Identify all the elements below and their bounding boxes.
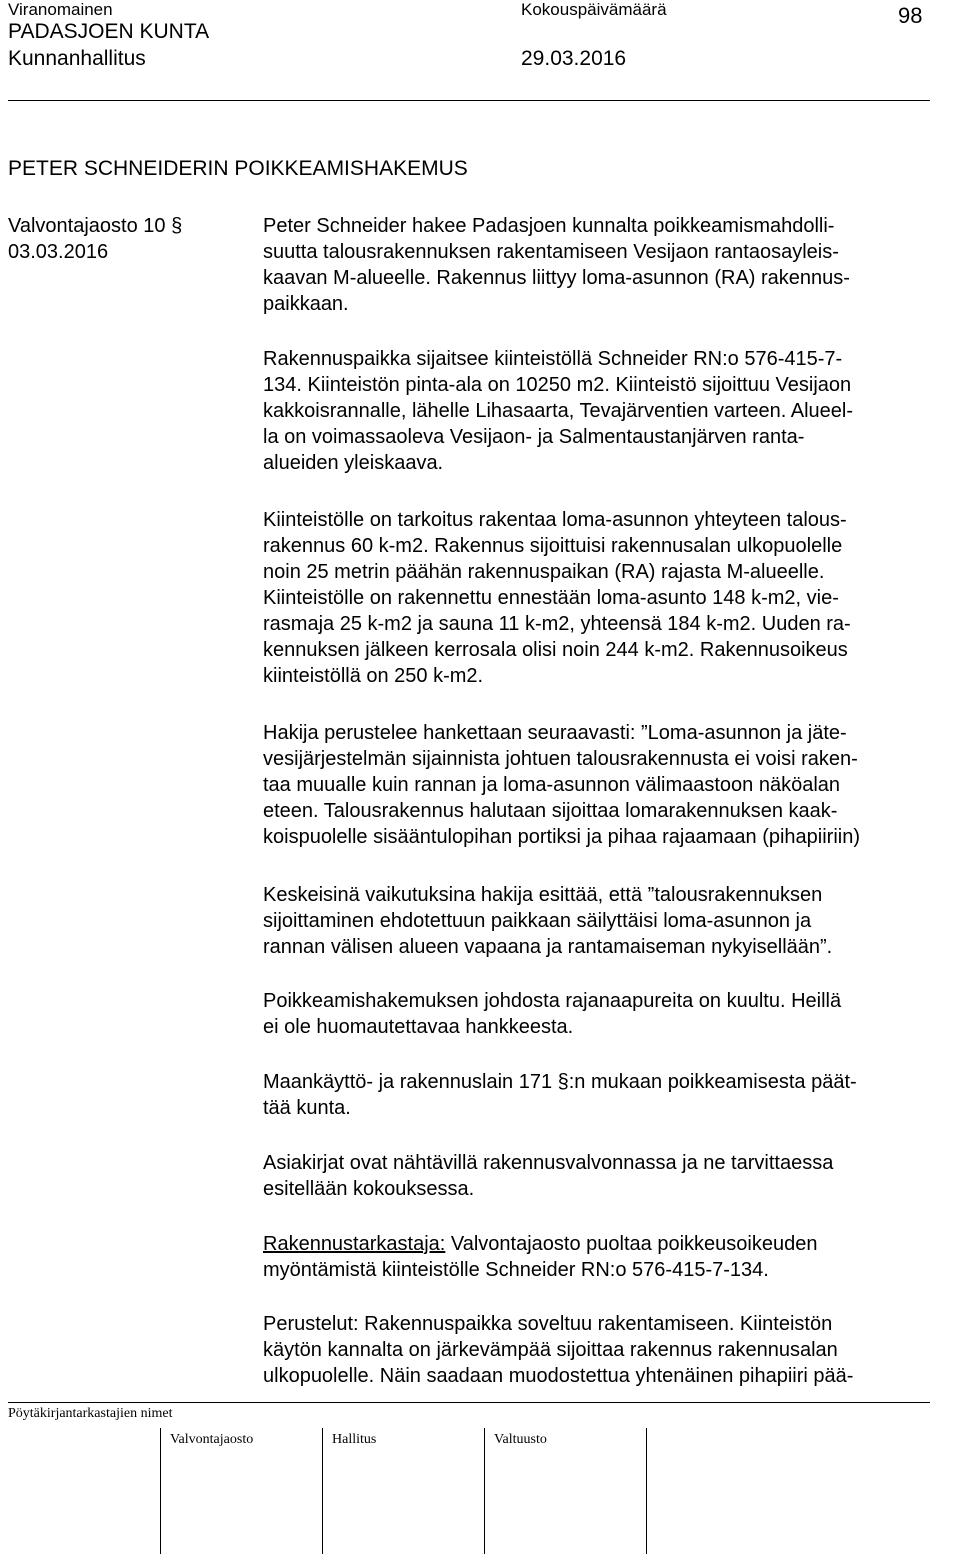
page-number: 98 xyxy=(898,3,923,28)
text-line: kiinteistöllä on 250 k-m2. xyxy=(263,665,484,687)
text-line: ulkopuolelle. Näin saadaan muodostettua yhtenäinen pihapiiri pää- xyxy=(263,1365,854,1387)
text-line: kakkoisrannalle, lähelle Lihasaarta, Tevajärventien varteen. Alueel- xyxy=(263,400,853,422)
text-line xyxy=(263,1231,960,1257)
text-line: myöntämistä kiinteistölle Schneider RN:o 576-415-7-134. xyxy=(263,1259,769,1281)
text-line: Maankäyttö- ja rakennuslain 171 §:n mukaan poikkeamisesta päät- xyxy=(263,1071,857,1093)
paragraph-neighbours xyxy=(263,988,960,1040)
text-line: Rakennuspaikka sijaitsee kiinteistöllä Schneider RN:o 576-415-7- xyxy=(263,348,843,370)
paragraph-applicant-reasons xyxy=(263,720,960,850)
paragraph-inspector-statement xyxy=(263,1231,960,1283)
meeting-date-label: Kokouspäivämäärä xyxy=(521,0,667,19)
committee-reference: Valvontajaosto 10 § xyxy=(8,215,183,237)
text-line: rakennus 60 k-m2. Rakennus sijoittuisi rakennusalan ulkopuolelle xyxy=(263,535,843,557)
text-line: vesijärjestelmän sijainnista johtuen talousrakennusta ei voisi raken- xyxy=(263,748,858,770)
text-line: Perustelut: Rakennuspaikka soveltuu rakentamiseen. Kiinteistön xyxy=(263,1313,833,1335)
text-line: kennuksen jälkeen kerrosala olisi noin 244 k-m2. Rakennusoikeus xyxy=(263,639,848,661)
text-line: rasmaja 25 k-m2 ja sauna 11 k-m2, yhteensä 184 k-m2. Uuden ra- xyxy=(263,613,851,635)
text-line: sijoittaminen ehdotettuun paikkaan säilyttäisi loma-asunnon ja xyxy=(263,910,812,932)
body-name: Kunnanhallitus xyxy=(8,47,146,70)
text-line: koispuolelle sisääntulopihan portiksi ja pihaa rajaamaan (pihapiiriin) xyxy=(263,826,861,848)
paragraph-building-plan xyxy=(263,507,960,689)
text-line: alueiden yleiskaava. xyxy=(263,452,444,474)
footer-reviewers-label: Pöytäkirjantarkastajien nimet xyxy=(8,1406,173,1421)
inspector-text: Valvontajaosto puoltaa poikkeusoikeuden xyxy=(445,1233,818,1255)
footer-column-valvontajaosto: Valvontajaosto xyxy=(170,1432,254,1447)
text-line: taa muualle kuin rannan ja loma-asunnon välimaastoon näköalan xyxy=(263,774,841,796)
meeting-date: 29.03.2016 xyxy=(521,47,627,70)
footer-column-divider xyxy=(646,1428,647,1554)
footer-column-divider xyxy=(160,1428,161,1554)
text-line: noin 25 metrin päähän rakennuspaikan (RA) rajasta M-alueelle. xyxy=(263,561,825,583)
footer-column-hallitus: Hallitus xyxy=(332,1432,377,1447)
footer-column-valtuusto: Valtuusto xyxy=(494,1432,547,1447)
text-line: eteen. Talousrakennus halutaan sijoittaa lomarakennuksen kaak- xyxy=(263,800,838,822)
text-line: käytön kannalta on järkevämpää sijoittaa rakennus rakennusalan xyxy=(263,1339,838,1361)
text-line: kaavan M-alueelle. Rakennus liittyy loma-asunnon (RA) rakennus- xyxy=(263,267,850,289)
text-line: 134. Kiinteistön pinta-ala on 10250 m2. Kiinteistö sijoittuu Vesijaon xyxy=(263,374,852,396)
committee-date: 03.03.2016 xyxy=(8,241,109,263)
text-line: ei ole huomautettavaa hankkeesta. xyxy=(263,1016,574,1038)
text-line: Keskeisinä vaikutuksina hakija esittää, että ”talousrakennuksen xyxy=(263,884,823,906)
footer-column-divider xyxy=(322,1428,323,1554)
inspector-label: Rakennustarkastaja: xyxy=(263,1233,446,1255)
header-divider xyxy=(8,100,930,101)
text-line: Hakija perustelee hankettaan seuraavasti: ”Loma-asunnon ja jäte- xyxy=(263,722,847,744)
text-line: Kiinteistölle on tarkoitus rakentaa loma-asunnon yhteyteen talous- xyxy=(263,509,847,531)
paragraph-legal-basis xyxy=(263,1069,960,1121)
text-line: Peter Schneider hakee Padasjoen kunnalta poikkeamismahdolli- xyxy=(263,215,835,237)
authority-label: Viranomainen xyxy=(8,0,113,19)
text-line: Kiinteistölle on rakennettu ennestään loma-asunto 148 k-m2, vie- xyxy=(263,587,839,609)
paragraph-reasoning xyxy=(263,1311,960,1389)
municipality-name: PADASJOEN KUNTA xyxy=(8,20,210,43)
paragraph-application xyxy=(263,213,960,317)
footer-divider xyxy=(8,1402,930,1403)
text-line: Asiakirjat ovat nähtävillä rakennusvalvonnassa ja ne tarvittaessa xyxy=(263,1152,834,1174)
document-title: PETER SCHNEIDERIN POIKKEAMISHAKEMUS xyxy=(8,157,468,180)
text-line: esitellään kokouksessa. xyxy=(263,1178,475,1200)
paragraph-impacts xyxy=(263,882,960,960)
text-line: la on voimassaoleva Vesijaon- ja Salmentaustanjärven ranta- xyxy=(263,426,805,448)
paragraph-location xyxy=(263,346,960,476)
text-line: paikkaan. xyxy=(263,293,349,315)
footer-column-divider xyxy=(484,1428,485,1554)
text-line: rannan välisen alueen vapaana ja rantamaiseman nykyisellään”. xyxy=(263,936,833,958)
text-line: tää kunta. xyxy=(263,1097,351,1119)
paragraph-documents xyxy=(263,1150,960,1202)
text-line: suutta talousrakennuksen rakentamiseen Vesijaon rantaosayleis- xyxy=(263,241,839,263)
text-line: Poikkeamishakemuksen johdosta rajanaapureita on kuultu. Heillä xyxy=(263,990,842,1012)
